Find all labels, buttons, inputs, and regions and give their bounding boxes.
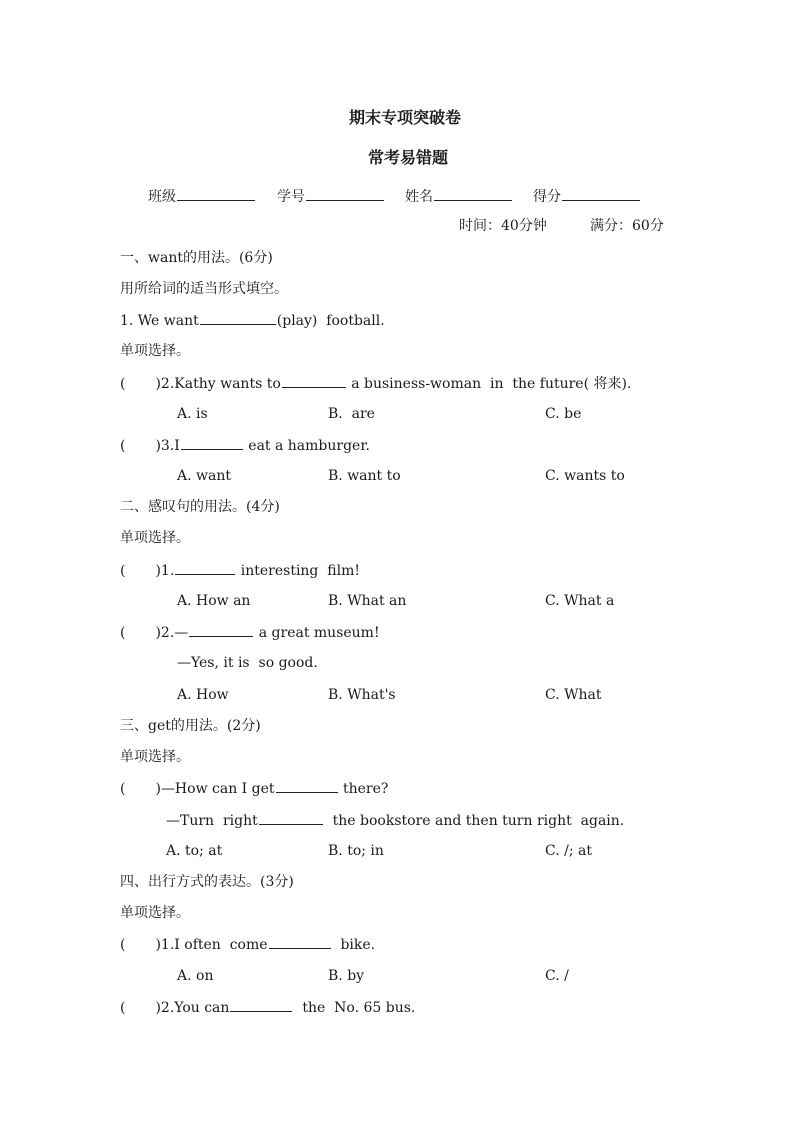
section-1-heading: 一、want的用法。(6分) bbox=[120, 250, 273, 266]
section-1-instruction-choice: 单项选择。 bbox=[120, 343, 190, 359]
section-4-instruction: 单项选择。 bbox=[120, 905, 190, 921]
section-3-heading: 三、get的用法。(2分) bbox=[120, 718, 261, 734]
full-score: 满分：60分 bbox=[590, 218, 664, 234]
s3-q1-reply: —Turn right the bookstore and then turn right again. bbox=[166, 810, 624, 831]
s1-q2-option-c: C. be bbox=[545, 406, 582, 422]
info-field-number: 学号 bbox=[277, 186, 385, 207]
s4-q1-option-a: A. on bbox=[177, 968, 214, 984]
s2-q2-reply: —Yes, it is so good. bbox=[177, 655, 318, 671]
section-3-instruction: 单项选择。 bbox=[120, 749, 190, 765]
s4-q1-option-b: B. by bbox=[328, 968, 365, 984]
s1-question-2: ( )2.Kathy wants to a business-woman in the future( 将来). bbox=[120, 373, 631, 394]
time-limit: 时间：40分钟 bbox=[459, 218, 547, 234]
s1-q2-option-a: A. is bbox=[177, 406, 208, 422]
s4-q1-option-c: C. / bbox=[545, 968, 569, 984]
section-4-heading: 四、出行方式的表达。(3分) bbox=[120, 874, 294, 890]
s2-q2-option-c: C. What bbox=[545, 687, 602, 703]
info-field-score: 得分 bbox=[533, 186, 641, 207]
info-field-class: 班级 bbox=[148, 186, 256, 207]
s2-question-2: ( )2.— a great museum! bbox=[120, 622, 380, 643]
s2-q1-option-c: C. What a bbox=[545, 593, 615, 609]
section-2-instruction: 单项选择。 bbox=[120, 530, 190, 546]
page-subtitle: 常考易错题 bbox=[368, 148, 449, 167]
s1-q2-option-b: B. are bbox=[328, 406, 375, 422]
section-1-instruction-fill: 用所给词的适当形式填空。 bbox=[120, 281, 288, 297]
s3-q1-option-b: B. to; in bbox=[328, 843, 384, 859]
s1-q3-option-c: C. wants to bbox=[545, 468, 625, 484]
s4-question-1: ( )1.I often come bike. bbox=[120, 934, 375, 955]
s1-question-3: ( )3.I eat a hamburger. bbox=[120, 435, 370, 456]
s1-q3-option-b: B. want to bbox=[328, 468, 401, 484]
s2-q2-option-a: A. How bbox=[177, 687, 229, 703]
s3-question-1: ( )—How can I get there? bbox=[120, 778, 388, 799]
section-2-heading: 二、感叹句的用法。(4分) bbox=[120, 499, 280, 515]
s1-question-1: 1. We want (play) football. bbox=[120, 310, 385, 331]
page-title: 期末专项突破卷 bbox=[349, 108, 462, 127]
s2-q1-option-a: A. How an bbox=[177, 593, 251, 609]
s2-q2-option-b: B. What's bbox=[328, 687, 396, 703]
s3-q1-option-a: A. to; at bbox=[166, 843, 223, 859]
info-field-name: 姓名 bbox=[405, 186, 513, 207]
s1-q3-option-a: A. want bbox=[177, 468, 231, 484]
s2-q1-option-b: B. What an bbox=[328, 593, 407, 609]
s3-q1-option-c: C. /; at bbox=[545, 843, 592, 859]
s4-question-2: ( )2.You can the No. 65 bus. bbox=[120, 997, 415, 1018]
s2-question-1: ( )1. interesting film! bbox=[120, 560, 360, 581]
